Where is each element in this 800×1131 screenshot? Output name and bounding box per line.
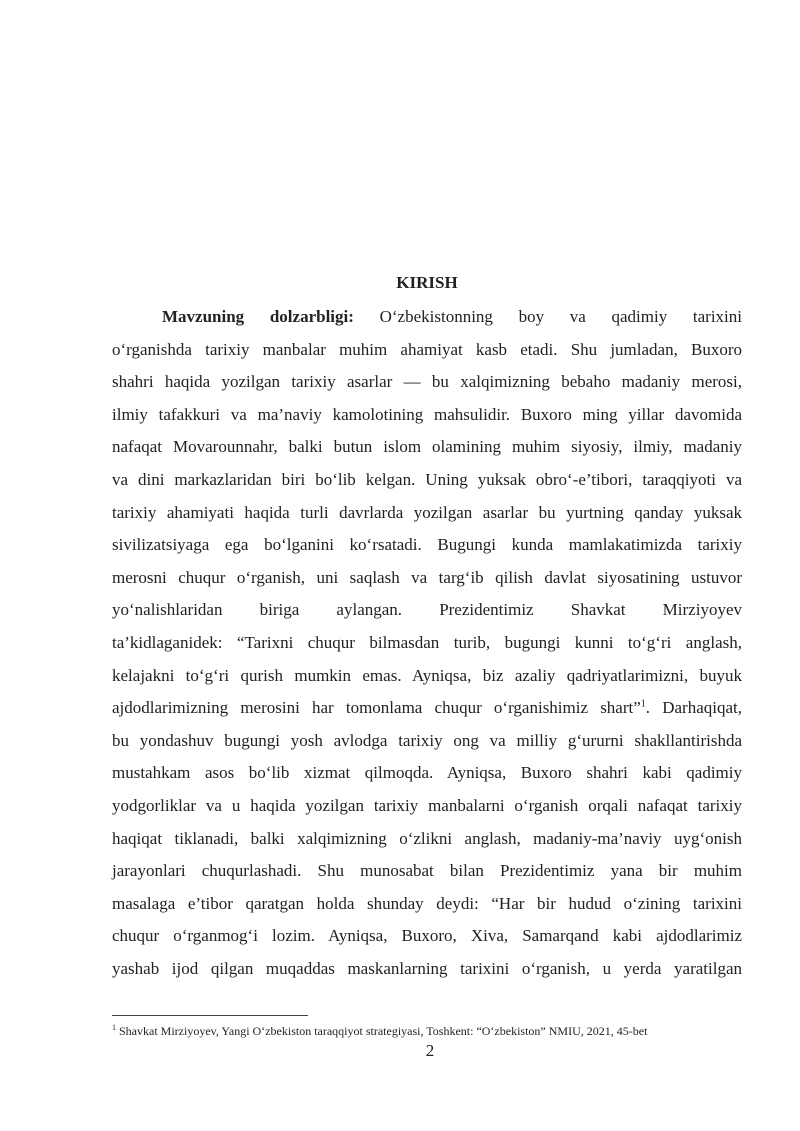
paragraph-line: shahri haqida yozilgan tarixiy asarlar — bu xalqimizning bebaho madaniy merosi,: [112, 372, 742, 392]
footnote: [112, 1024, 752, 1039]
footnote-text: Shavkat Mirziyoyev, Yangi O‘zbekiston taraqqiyot strategiyasi, Toshkent: “O‘zbekiston” NMIU, 2021, 45-bet: [116, 1024, 648, 1038]
paragraph-line-1: [112, 301, 742, 334]
paragraph-line: ta’kidlaganidek: “Tarixni chuqur bilmasdan turib, bugungi kunni to‘g‘ri anglash,: [112, 632, 742, 652]
page-number: 2: [425, 1041, 435, 1060]
paragraph-lead: Mavzuning dolzarbligi:: [162, 307, 354, 326]
paragraph-line: o‘rganishda tarixiy manbalar muhim ahamiyat kasb etadi. Shu jumladan, Buxoro: [112, 339, 742, 359]
paragraph-line: kelajakni to‘g‘ri qurish mumkin emas. Ayniqsa, biz azaliy qadriyatlarimizni, buyuk: [112, 665, 742, 685]
footnote-separator: [112, 1015, 308, 1016]
footnote-number: 1: [112, 1023, 116, 1032]
paragraph-line: yashab ijod qilgan muqaddas maskanlarning tarixini o‘rganish, u yerda yaratilgan: [112, 958, 742, 978]
paragraph-line: yo‘nalishlaridan biriga aylangan. Prezidentimiz Shavkat Mirziyoyev: [112, 600, 742, 620]
paragraph-line: haqiqat tiklanadi, balki xalqimizning o‘zlikni anglash, madaniy-ma’naviy uyg‘onish: [112, 828, 742, 848]
body-paragraph: [112, 301, 742, 985]
paragraph-line-tail: . Darhaqiqat,: [645, 698, 742, 718]
paragraph-line: ilmiy tafakkuri va ma’naviy kamolotining mahsulidir. Buxoro ming yillar davomida: [112, 404, 742, 424]
paragraph-line: mustahkam asos bo‘lib xizmat qilmoqda. Ayniqsa, Buxoro shahri kabi qadimiy: [112, 763, 742, 783]
paragraph-line-text: O‘zbekistonning boy va qadimiy tarixini: [353, 307, 742, 326]
paragraph-line: tarixiy ahamiyati haqida turli davrlarda yozilgan asarlar bu yurtning qanday yuksak: [112, 502, 742, 522]
paragraph-line: va dini markazlaridan biri bo‘lib kelgan. Uning yuksak obro‘-e’tibori, taraqqiyoti va: [112, 469, 742, 489]
paragraph-line: chuqur o‘rganmog‘i lozim. Ayniqsa, Buxoro, Xiva, Samarqand kabi ajdodlarimiz: [112, 926, 742, 946]
paragraph-line: bu yondashuv bugungi yosh avlodga tarixiy ong va milliy g‘ururni shakllantirishda: [112, 730, 742, 750]
paragraph-line: nafaqat Movarounnahr, balki butun islom olamining muhim siyosiy, ilmiy, madaniy: [112, 437, 742, 457]
paragraph-line-text: ajdodlarimizning merosini har tomonlama chuqur o‘rganishimiz shart”: [112, 698, 641, 718]
paragraph-line-with-footnote: [112, 692, 742, 725]
paragraph-line: merosni chuqur o‘rganish, uni saqlash va targ‘ib qilish davlat siyosatining ustuvor: [112, 567, 742, 587]
footnote-reference[interactable]: 1: [640, 698, 646, 710]
paragraph-line: jarayonlari chuqurlashadi. Shu munosabat bilan Prezidentimiz yana bir muhim: [112, 861, 742, 881]
paragraph-line: yodgorliklar va u haqida yozilgan tarixiy manbalarni o‘rganish orqali nafaqat tarixiy: [112, 795, 742, 815]
paragraph-line: sivilizatsiyaga ega bo‘lganini ko‘rsatadi. Bugungi kunda mamlakatimizda tarixiy: [112, 535, 742, 555]
paragraph-line: masalaga e’tibor qaratgan holda shunday deydi: “Har bir hudud o‘zining tarixini: [112, 893, 742, 913]
section-heading: KIRISH: [396, 273, 458, 292]
